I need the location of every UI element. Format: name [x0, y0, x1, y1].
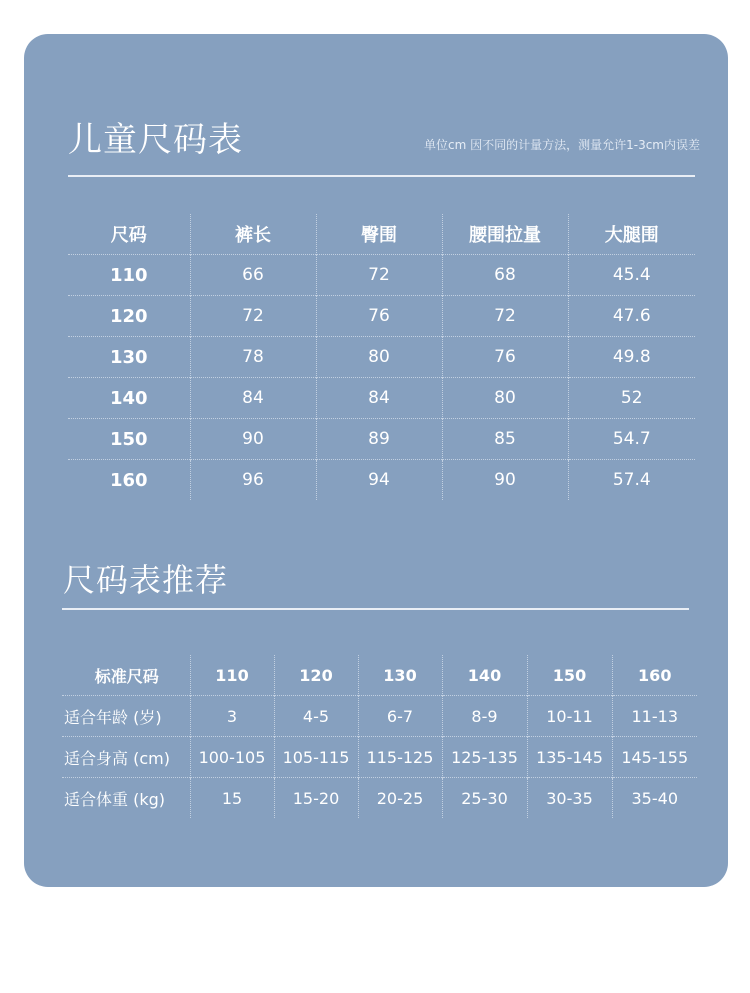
column-header: 120 — [274, 655, 358, 696]
measurement-note: 单位cm 因不同的计量方法，测量允许1-3cm内误差 — [424, 138, 700, 152]
table-row — [68, 255, 695, 296]
size-cell: 150 — [68, 419, 190, 460]
table-cell: 20-25 — [358, 778, 442, 819]
table-cell: 8-9 — [442, 696, 527, 737]
table-cell: 15-20 — [274, 778, 358, 819]
table-cell: 100-105 — [190, 737, 274, 778]
size-cell: 160 — [68, 460, 190, 501]
table-cell: 54.7 — [568, 419, 695, 460]
table-cell: 4-5 — [274, 696, 358, 737]
table-cell: 49.8 — [568, 337, 695, 378]
table-cell: 90 — [190, 419, 316, 460]
table-cell: 6-7 — [358, 696, 442, 737]
size-cell: 140 — [68, 378, 190, 419]
table-cell: 90 — [442, 460, 568, 501]
table-cell: 10-11 — [527, 696, 612, 737]
column-header: 臀围 — [316, 214, 442, 255]
recommendation-title: 尺码表推荐 — [63, 561, 229, 599]
size-cell: 130 — [68, 337, 190, 378]
table-cell: 30-35 — [527, 778, 612, 819]
table-cell: 25-30 — [442, 778, 527, 819]
table-row — [68, 460, 695, 501]
title-divider — [68, 175, 695, 177]
table-cell: 96 — [190, 460, 316, 501]
table-cell: 3 — [190, 696, 274, 737]
table-cell: 35-40 — [612, 778, 697, 819]
column-header: 130 — [358, 655, 442, 696]
table-row — [68, 419, 695, 460]
column-header: 大腿围 — [568, 214, 695, 255]
table-cell: 76 — [316, 296, 442, 337]
table-cell: 47.6 — [568, 296, 695, 337]
table-cell: 115-125 — [358, 737, 442, 778]
table-row — [62, 737, 697, 778]
size-chart-table — [68, 214, 695, 500]
table-cell: 72 — [316, 255, 442, 296]
size-cell: 110 — [68, 255, 190, 296]
table-cell: 72 — [442, 296, 568, 337]
table-cell: 125-135 — [442, 737, 527, 778]
table-cell: 84 — [190, 378, 316, 419]
table-cell: 72 — [190, 296, 316, 337]
table-row — [68, 296, 695, 337]
recommendation-divider — [62, 608, 689, 610]
table-cell: 84 — [316, 378, 442, 419]
column-header: 110 — [190, 655, 274, 696]
table-row — [68, 378, 695, 419]
table-cell: 66 — [190, 255, 316, 296]
column-header: 150 — [527, 655, 612, 696]
column-header: 140 — [442, 655, 527, 696]
row-label: 适合身高 (cm) — [62, 737, 190, 778]
table-row — [68, 337, 695, 378]
table-cell: 80 — [442, 378, 568, 419]
table-cell: 80 — [316, 337, 442, 378]
table-cell: 85 — [442, 419, 568, 460]
column-header: 裤长 — [190, 214, 316, 255]
table-cell: 45.4 — [568, 255, 695, 296]
table-cell: 89 — [316, 419, 442, 460]
table-cell: 94 — [316, 460, 442, 501]
column-header: 腰围拉量 — [442, 214, 568, 255]
table-cell: 105-115 — [274, 737, 358, 778]
table-cell: 68 — [442, 255, 568, 296]
column-header: 160 — [612, 655, 697, 696]
row-label: 适合年龄 (岁) — [62, 696, 190, 737]
row-label: 适合体重 (kg) — [62, 778, 190, 819]
size-chart-title: 儿童尺码表 — [68, 120, 243, 160]
table-cell: 145-155 — [612, 737, 697, 778]
table-cell: 135-145 — [527, 737, 612, 778]
recommendation-table — [62, 655, 697, 818]
table-cell: 78 — [190, 337, 316, 378]
table-cell: 52 — [568, 378, 695, 419]
table-cell: 11-13 — [612, 696, 697, 737]
size-cell: 120 — [68, 296, 190, 337]
table-row — [62, 696, 697, 737]
table-header-row — [62, 655, 697, 696]
table-cell: 15 — [190, 778, 274, 819]
table-header-row — [68, 214, 695, 255]
table-row — [62, 778, 697, 819]
column-header: 尺码 — [110, 225, 147, 246]
column-header: 标准尺码 — [94, 666, 159, 686]
table-cell: 57.4 — [568, 460, 695, 501]
table-cell: 76 — [442, 337, 568, 378]
